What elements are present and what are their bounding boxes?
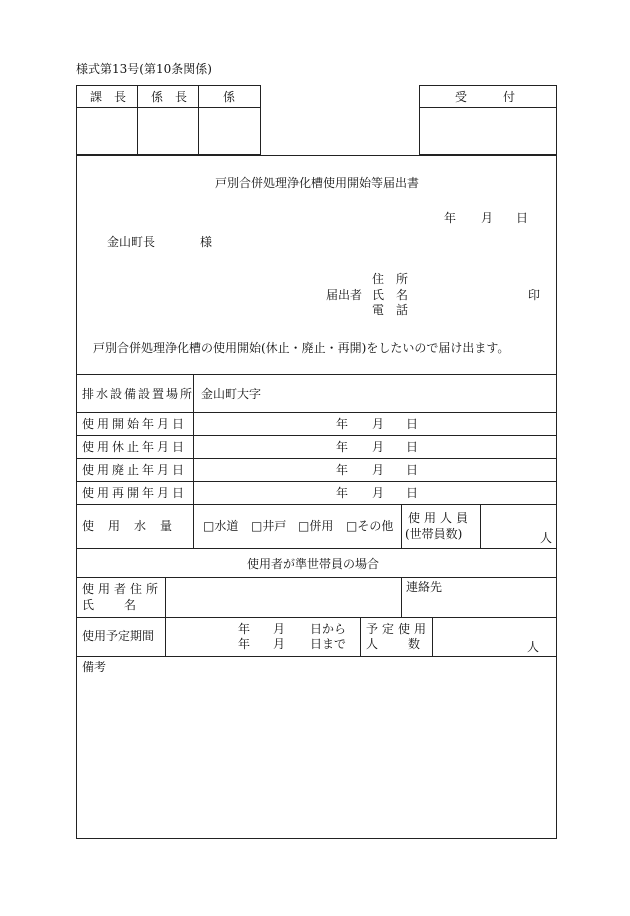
date-month: 月: [481, 211, 494, 225]
contact-label: 連絡先: [406, 580, 443, 594]
kakaricho-stamp-area[interactable]: [138, 108, 198, 154]
form-number: 様式第13号(第10条関係): [76, 62, 212, 76]
start-date-year: 年: [336, 417, 349, 431]
reception-divider: [419, 107, 557, 108]
row-divider: [76, 435, 557, 436]
date-day: 日: [516, 211, 529, 225]
location-value[interactable]: 金山町大字: [201, 387, 262, 401]
form-title: 戸別合併処理浄化槽使用開始等届出書: [215, 176, 420, 190]
period-label: 使用予定期間: [82, 629, 155, 643]
period-from-year: 年: [238, 622, 251, 636]
water-volume-label: 使 用 水 量: [82, 519, 174, 533]
water-option-combined[interactable]: □併用: [298, 519, 334, 533]
user-name-label: 氏 名: [82, 598, 139, 612]
abolish-date-day: 日: [406, 463, 419, 477]
abolish-date-label: 使用廃止年月日: [82, 463, 188, 477]
applicant-seal: 印: [528, 288, 541, 302]
abolish-date-year: 年: [336, 463, 349, 477]
applicant-label: 届出者: [326, 288, 363, 302]
date-year: 年: [444, 211, 457, 225]
period-from-month: 月: [273, 622, 286, 636]
contact-col-divider: [401, 577, 402, 617]
period-to-month: 月: [273, 637, 286, 651]
row-divider: [76, 481, 557, 482]
kakaricho-label: 係 長: [151, 90, 188, 104]
resume-date-month: 月: [372, 486, 385, 500]
suspend-date-label: 使用休止年月日: [82, 440, 188, 454]
row-divider: [76, 548, 557, 549]
start-date-label: 使用開始年月日: [82, 417, 188, 431]
row-divider: [76, 577, 557, 578]
suspend-date-day: 日: [406, 440, 419, 454]
planned-persons-sublabel: 人 数: [366, 637, 423, 651]
kakari-label: 係: [223, 90, 236, 104]
period-to-suffix: 日まで: [310, 637, 347, 651]
water-option-other[interactable]: □その他: [346, 519, 394, 533]
persons-col-divider: [401, 504, 402, 548]
remarks-label: 備考: [82, 660, 107, 674]
suspend-date-month: 月: [372, 440, 385, 454]
kakari-stamp-area[interactable]: [199, 108, 260, 154]
persons-sublabel: (世帯員数): [405, 527, 463, 541]
planned-persons-label: 予定使用: [366, 622, 431, 636]
period-from-suffix: 日から: [310, 622, 347, 636]
water-option-well[interactable]: □井戸: [251, 519, 287, 533]
persons-value-divider: [480, 504, 481, 548]
water-option-tap[interactable]: □水道: [203, 519, 239, 533]
persons-unit: 人: [540, 531, 553, 545]
abolish-date-month: 月: [372, 463, 385, 477]
suspend-date-year: 年: [336, 440, 349, 454]
reception-label: 受 付: [455, 90, 516, 104]
kacho-stamp-area[interactable]: [77, 108, 137, 154]
start-date-month: 月: [372, 417, 385, 431]
applicant-address-label: 住 所: [372, 272, 409, 286]
remarks-area[interactable]: [77, 676, 556, 838]
statement-text: 戸別合併処理浄化槽の使用開始(休止・廃止・再開)をしたいので届け出ます。: [93, 341, 510, 355]
resume-date-label: 使用再開年月日: [82, 486, 188, 500]
location-label: 排水設備設置場所: [82, 387, 195, 401]
period-to-year: 年: [238, 637, 251, 651]
row-divider: [76, 374, 557, 375]
addressee-name: 金山町長: [107, 235, 156, 249]
quasi-label-col-divider: [165, 577, 166, 656]
resume-date-year: 年: [336, 486, 349, 500]
quasi-section-header: 使用者が準世帯員の場合: [247, 557, 380, 571]
row-divider: [76, 656, 557, 657]
planned-value-divider: [432, 617, 433, 656]
row-divider: [76, 504, 557, 505]
row-divider: [76, 412, 557, 413]
resume-date-day: 日: [406, 486, 419, 500]
persons-label: 使用人員: [408, 511, 473, 525]
planned-col-divider: [360, 617, 361, 656]
applicant-name-label: 氏 名: [372, 288, 409, 302]
user-address-label: 使用者住所: [82, 582, 163, 596]
kacho-label: 課 長: [90, 90, 127, 104]
planned-persons-unit: 人: [527, 640, 540, 654]
row-divider: [76, 458, 557, 459]
applicant-phone-label: 電 話: [372, 303, 409, 317]
start-date-day: 日: [406, 417, 419, 431]
row-divider: [76, 617, 557, 618]
addressee-honorific: 様: [200, 235, 213, 249]
